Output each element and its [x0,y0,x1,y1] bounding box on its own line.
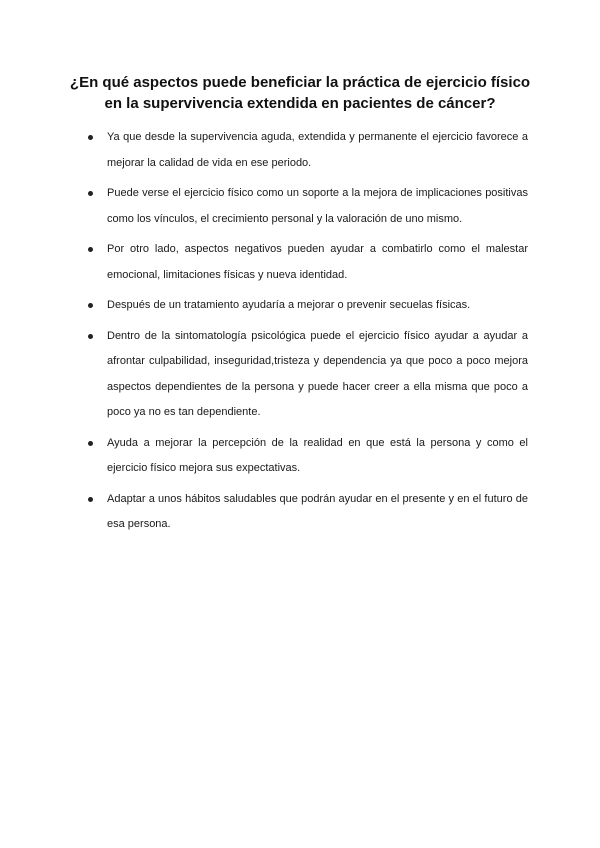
bullet-item [88,431,528,482]
bullet-item [88,487,528,538]
bullet-text: Ya que desde la supervivencia aguda, extendida y permanente el ejercicio favorece a mejorar la calidad de vida en ese periodo. [107,131,528,169]
document-title: ¿En qué aspectos puede beneficiar la práctica de ejercicio físico en la supervivencia extendida en pacientes de cáncer? [69,74,531,112]
bullet-text: Adaptar a unos hábitos saludables que podrán ayudar en el presente y en el futuro de esa persona. [107,492,528,530]
bullet-icon [88,497,93,502]
bullet-icon [88,135,93,140]
bullet-list [88,125,528,543]
bullet-item [88,293,528,319]
bullet-item [88,237,528,288]
bullet-text: Después de un tratamiento ayudaría a mejorar o prevenir secuelas físicas. [107,299,471,311]
bullet-item [88,125,528,176]
bullet-icon [88,441,93,446]
bullet-text: Dentro de la sintomatología psicológica puede el ejercicio físico ayudar a ayudar a afrontar culpabilidad, inseguridad,tristeza y dependencia ya que poco a poco mejora aspectos dependientes de la persona y puede hacer creer a ella misma que poco a poco ya no es tan dependiente. [107,329,528,418]
bullet-item [88,324,528,426]
bullet-text: Por otro lado, aspectos negativos pueden ayudar a combatirlo como el malestar emocional, limitaciones físicas y nueva identidad. [107,243,528,281]
bullet-item [88,181,528,232]
bullet-icon [88,247,93,252]
bullet-icon [88,334,93,339]
bullet-icon [88,191,93,196]
bullet-text: Ayuda a mejorar la percepción de la realidad en que está la persona y como el ejercicio físico mejora sus expectativas. [107,436,528,474]
bullet-text: Puede verse el ejercicio físico como un soporte a la mejora de implicaciones positivas como los vínculos, el crecimiento personal y la valoración de uno mismo. [107,187,528,225]
bullet-icon [88,303,93,308]
